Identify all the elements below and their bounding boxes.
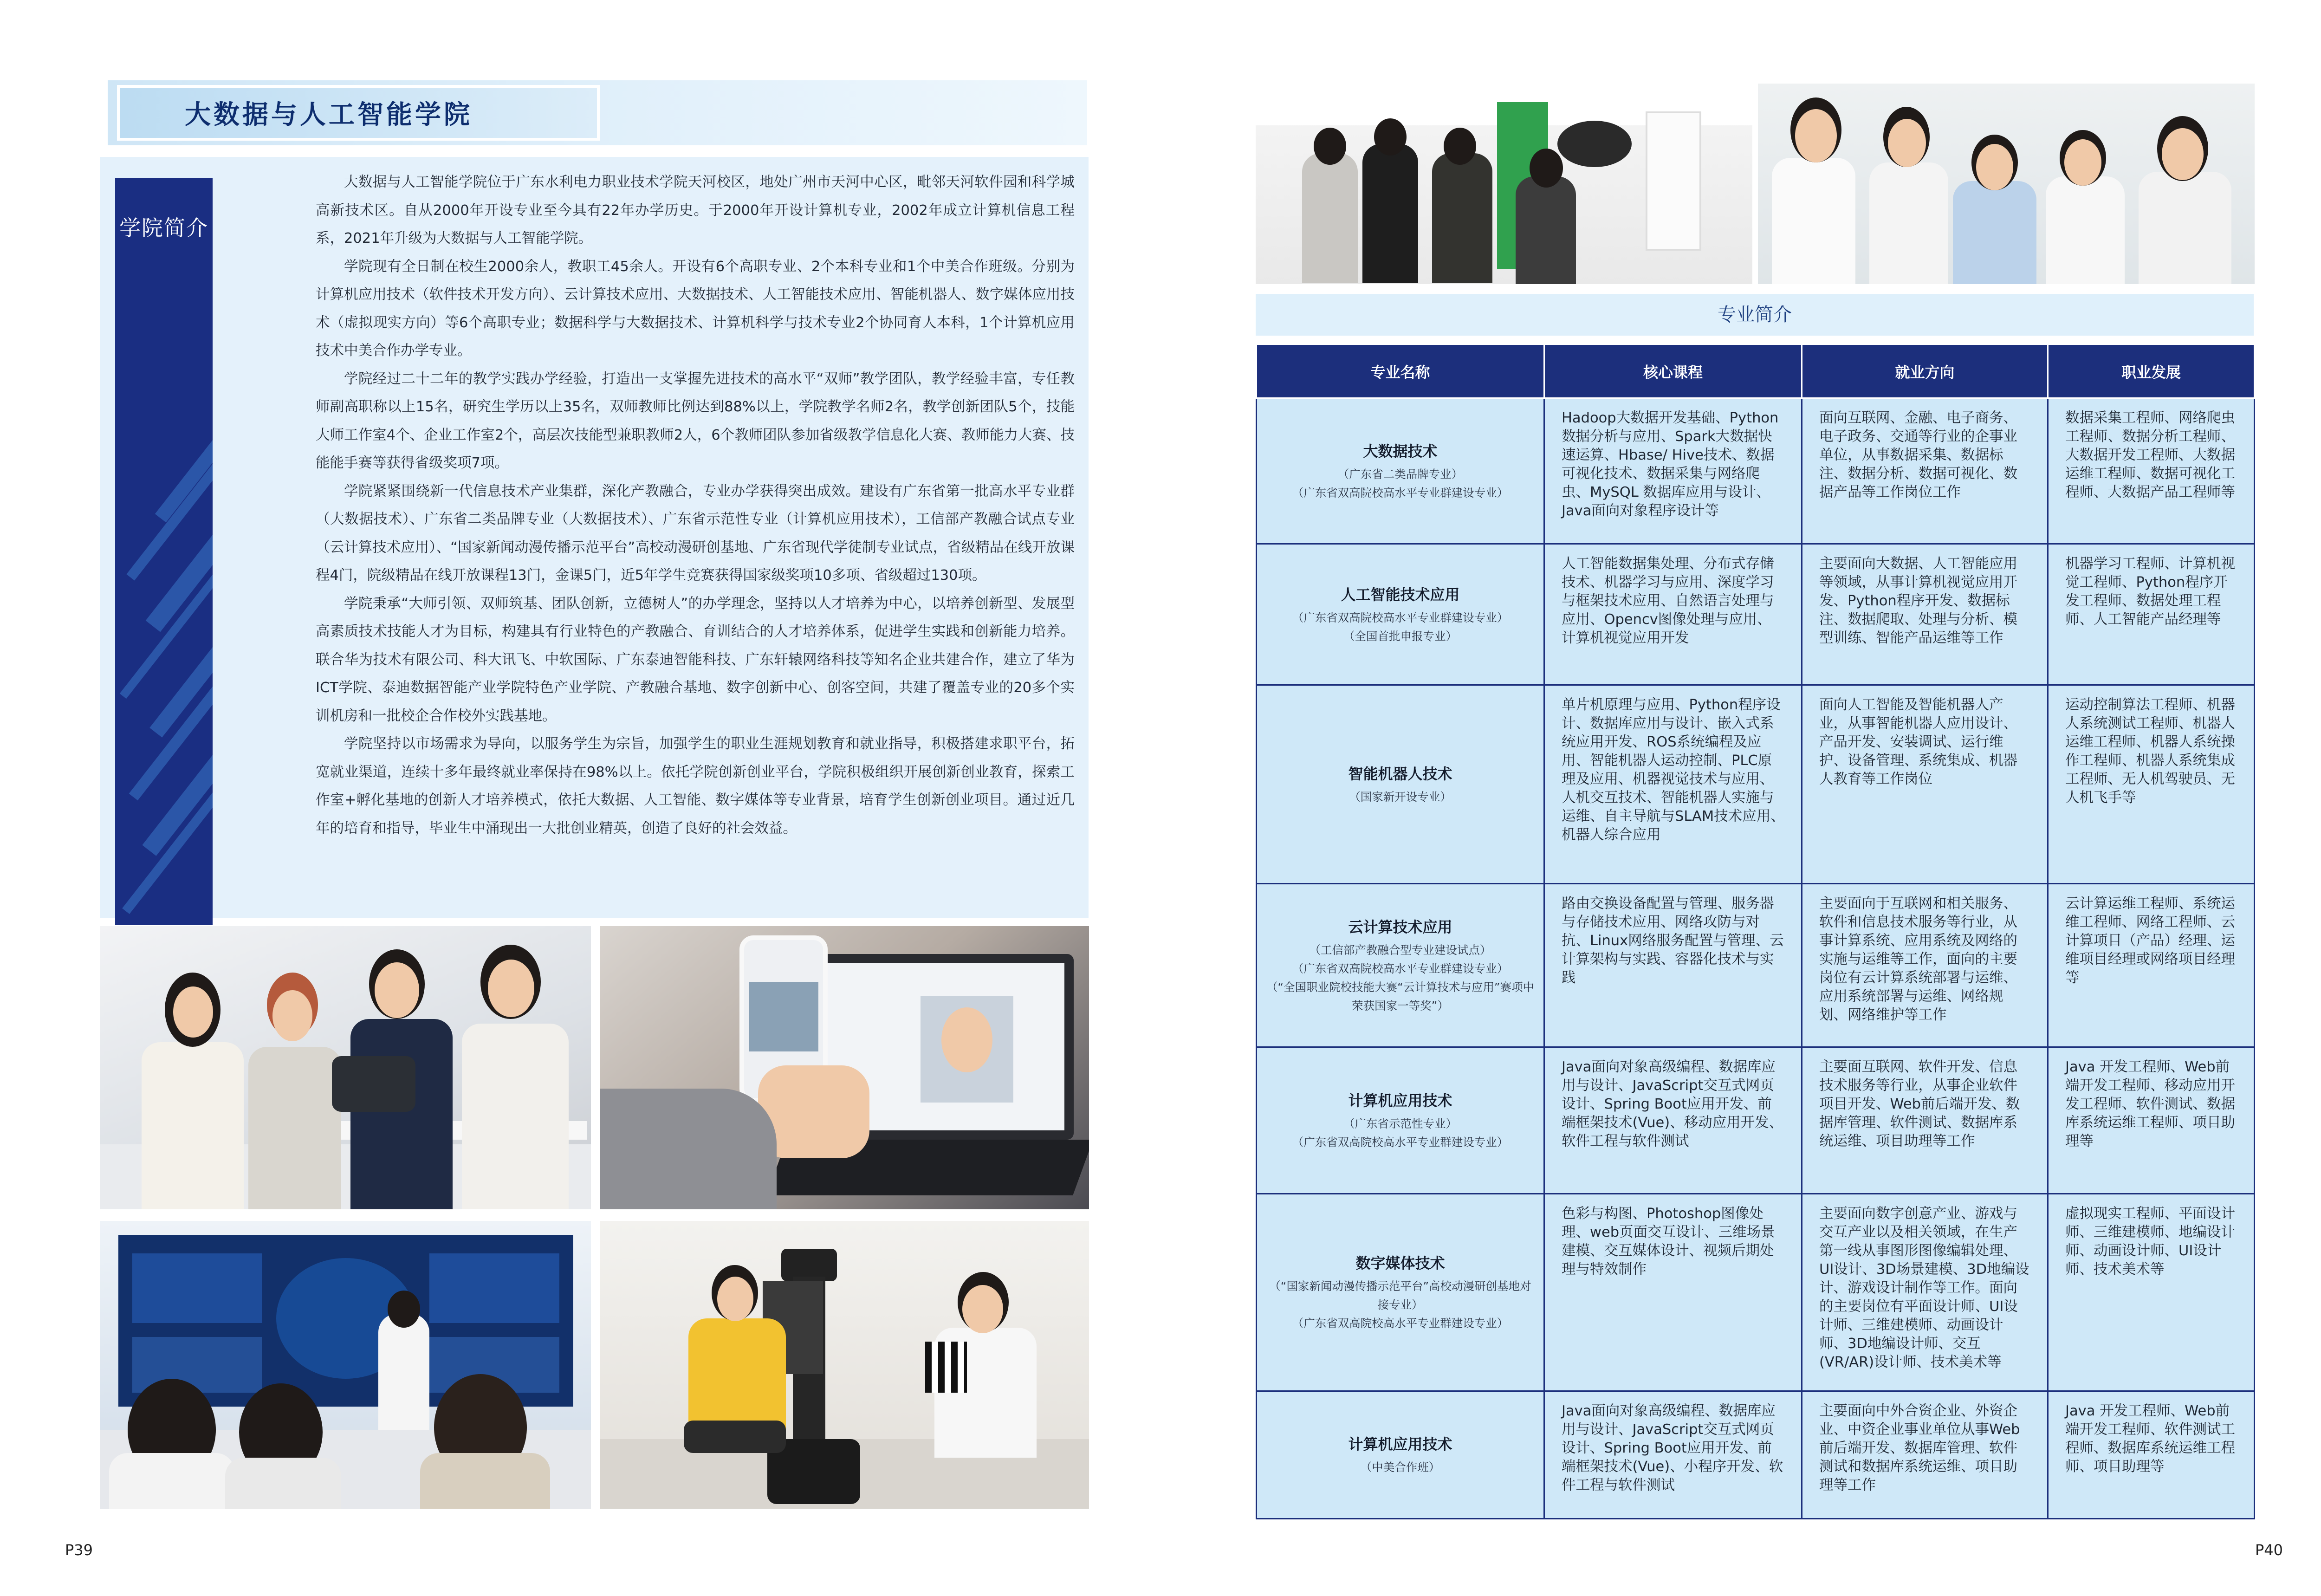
employment-cell: 主要面互联网、软件开发、信息技术服务等行业，从事企业软件项目开发、Web前后端开发、数据库管理、软件测试、数据库系统运维、项目助理等工作 (1802, 1047, 2048, 1194)
employment-cell: 主要面向中外合资企业、外资企业、中资企业事业单位从事Web前后端开发、数据库管理、软件测试和数据库系统运维、项目助理等工作 (1802, 1391, 2048, 1519)
major-name-cell (1257, 1047, 1544, 1194)
employment-cell: 主要面向大数据、人工智能应用等领域，从事计算机视觉应用开发、Python程序开发、数据标注、数据爬取、处理与分析、模型训练、智能产品运维等工作 (1802, 544, 2048, 685)
college-title: 大数据与人工智能学院 (185, 100, 473, 130)
major-note: （广东省二类品牌专业） (1337, 467, 1463, 481)
major-name: 数字媒体技术 (1355, 1254, 1445, 1272)
major-note: （“全国职业院校技能大赛“云计算技术与应用”赛项中荣获国家一等奖”） (1266, 980, 1535, 1012)
intro-paragraph: 学院紧紧围绕新一代信息技术产业集群，深化产教融合，专业办学获得突出成效。建设有广东省第一批高水平专业群（大数据技术）、广东省二类品牌专业（大数据技术）、广东省示范性专业（计算机应用技术），工信部产教融合试点专业（云计算技术应用）、“国家新闻动漫传播示范平台”高校动漫研创基地、广东省现代学徒制专业试点，省级精品在线开放课程4门，院级精品在线开放课程13门，金课5门，近5年学生竞赛获得国家级奖项10多项、省级超过130项。 (316, 483, 1075, 584)
majors-table (1256, 344, 2255, 1519)
courses-cell: 路由交换设备配置与管理、服务器与存储技术应用、网络攻防与对抗、Linux网络服务配置与管理、云计算架构与实践、容器化技术与实践 (1544, 884, 1802, 1047)
table-row (1257, 685, 2255, 884)
photo-students-workshop (1758, 84, 2255, 284)
table-row (1257, 1391, 2255, 1519)
intro-paragraph: 学院经过二十二年的教学实践办学经验，打造出一支掌握先进技术的高水平“双师”教学团队，教学经验丰富，专任教师副高职称以上15名，研究生学历以上35名，双师教师比例达到88%以上，学院教学名师2名，教学创新团队5个，技能大师工作室4个、企业工作室2个，高层次技能型兼职教师2人，6个教师团队参加省级教学信息化大赛、教师能力大赛、技能能手赛等获得省级奖项7项。 (316, 370, 1075, 471)
career-cell: 运动控制算法工程师、机器人系统测试工程师、机器人运维工程师、机器人系统操作工程师、机器人系统集成工程师、无人机驾驶员、无人机飞手等 (2048, 685, 2255, 884)
major-name-cell (1257, 544, 1544, 685)
page-number-left: P39 (65, 1541, 93, 1559)
table-row (1257, 884, 2255, 1047)
major-note: （“国家新闻动漫传播示范平台”高校动漫研创基地对接专业） (1269, 1279, 1531, 1311)
side-bar (115, 178, 213, 925)
courses-cell: Hadoop大数据开发基础、Python数据分析与应用、Spark大数据快速运算、Hbase/ Hive技术、数据可视化技术、数据采集与网络爬虫、MySQL 数据库应用与设计、Java面向对象程序设计等 (1544, 398, 1802, 544)
intro-paragraph: 学院秉承“大师引领、双师筑基、团队创新，立德树人”的办学理念，坚持以人才培养为中心，以培养创新型、发展型高素质技术技能人才为目标，构建具有行业特色的产教融合、育训结合的人才培养体系，促进学生实践和创新能力培养。联合华为技术有限公司、科大讯飞、中软国际、广东泰迪智能科技、广东轩辕网络科技等知名企业共建合作，建立了华为ICT学院、泰迪数据智能产业学院特色产业学院、产教融合基地、数字创新中心、创客空间，共建了覆盖专业的20多个实训机房和一批校企合作校外实践基地。 (316, 595, 1075, 724)
major-note: （广东省双高院校高水平专业群建设专业） (1292, 486, 1509, 500)
major-name-cell (1257, 398, 1544, 544)
page-number-right: P40 (2255, 1541, 2283, 1559)
major-name: 人工智能技术应用 (1341, 585, 1460, 603)
major-name-cell (1257, 685, 1544, 884)
major-name: 智能机器人技术 (1348, 765, 1452, 783)
table-row (1257, 1194, 2255, 1391)
major-name: 大数据技术 (1363, 442, 1438, 460)
courses-cell: 人工智能数据集处理、分布式存储技术、机器学习与应用、深度学习与框架技术应用、自然语言处理与应用、Opencv图像处理与应用、计算机视觉应用开发 (1544, 544, 1802, 685)
major-note: （广东省示范性专业） (1343, 1116, 1457, 1130)
courses-cell: 色彩与构图、Photoshop图像处理、web页面交互设计、三维场景建模、交互媒体设计、视频后期处理与特效制作 (1544, 1194, 1802, 1391)
table-row (1257, 544, 2255, 685)
header-career: 职业发展 (2048, 344, 2255, 398)
career-cell: 云计算运维工程师、系统运维工程师、网络工程师、云计算项目（产品）经理、运维项目经理或网络项目经理等 (2048, 884, 2255, 1047)
photo-face-recognition (600, 926, 1089, 1209)
major-note: （广东省双高院校高水平专业群建设专业） (1292, 610, 1509, 624)
majors-section-title: 专业简介 (1256, 294, 2254, 336)
courses-cell: Java面向对象高级编程、数据库应用与设计、JavaScript交互式网页设计、Spring Boot应用开发、前端框架技术(Vue)、移动应用开发、软件工程与软件测试 (1544, 1047, 1802, 1194)
major-note: （广东省双高院校高水平专业群建设专业） (1292, 1317, 1509, 1330)
photo-students-robot (100, 926, 591, 1209)
major-note: （工信部产教融合型专业建设试点） (1309, 943, 1491, 957)
major-name: 计算机应用技术 (1348, 1091, 1452, 1109)
employment-cell: 主要面向数字创意产业、游戏与交互产业以及相关领域，在生产第一线从事图形图像编辑处理、UI设计、3D场景建模、3D地编设计、游戏设计制作等工作。面向的主要岗位有平面设计师、UI设计师、三维建模师、动画设计师、3D地编设计师、交互(VR/AR)设计师、技术美术等 (1802, 1194, 2048, 1391)
photo-photography-studio (1256, 84, 1752, 284)
employment-cell: 面向互联网、金融、电子商务、电子政务、交通等行业的企事业单位，从事数据采集、数据标注、数据分析、数据可视化、数据产品等工作岗位工作 (1802, 398, 2048, 544)
photo-robot-lab (600, 1221, 1089, 1509)
intro-paragraph: 学院坚持以市场需求为导向，以服务学生为宗旨，加强学生的职业生涯规划教育和就业指导，积极搭建求职平台，拓宽就业渠道，连续十多年最终就业率保持在98%以上。依托学院创新创业平台，学院积极组织开展创新创业教育，探索工作室+孵化基地的创新人才培养模式，依托大数据、人工智能、数字媒体等专业背景，培育学生创新创业项目。通过近几年的培育和指导，毕业生中涌现出一大批创业精英，创造了良好的社会效益。 (316, 736, 1075, 837)
career-cell: 数据采集工程师、网络爬虫工程师、数据分析工程师、大数据开发工程师、大数据运维工程师、数据可视化工程师、大数据产品工程师等 (2048, 398, 2255, 544)
employment-cell: 面向人工智能及智能机器人产业，从事智能机器人应用设计、产品开发、安装调试、运行维护、设备管理、系统集成、机器人教育等工作岗位 (1802, 685, 2048, 884)
major-note: （国家新开设专业） (1349, 790, 1452, 804)
header-employment: 就业方向 (1802, 344, 2048, 398)
career-cell: 机器学习工程师、计算机视觉工程师、Python程序开发工程师、数据处理工程师、人工智能产品经理等 (2048, 544, 2255, 685)
intro-label: 学院简介 (119, 215, 208, 240)
career-cell: 虚拟现实工程师、平面设计师、三维建模师、地编设计师、动画设计师、UI设计师、技术美术等 (2048, 1194, 2255, 1391)
career-cell: Java 开发工程师、Web前端开发工程师、移动应用开发工程师、软件测试、数据库系统运维工程师、项目助理等 (2048, 1047, 2255, 1194)
major-note: （全国首批申报专业） (1343, 629, 1457, 643)
major-name-cell (1257, 1194, 1544, 1391)
photo-dashboard-class (100, 1221, 591, 1509)
table-row (1257, 398, 2255, 544)
major-note: （广东省双高院校高水平专业群建设专业） (1292, 961, 1509, 975)
career-cell: Java 开发工程师、Web前端开发工程师、软件测试工程师、数据库系统运维工程师、项目助理等 (2048, 1391, 2255, 1519)
header-major-name: 专业名称 (1257, 344, 1544, 398)
major-name: 计算机应用技术 (1348, 1435, 1452, 1453)
intro-paragraph: 学院现有全日制在校生2000余人，教职工45余人。开设有6个高职专业、2个本科专业和1个中美合作班级。分别为计算机应用技术（软件技术开发方向）、云计算技术应用、大数据技术、人工智能技术应用、智能机器人、数字媒体应用技术（虚拟现实方向）等6个高职专业；数据科学与大数据技术、计算机科学与技术专业2个协同育人本科，1个计算机应用技术中美合作办学专业。 (316, 258, 1075, 359)
employment-cell: 主要面向于互联网和相关服务、软件和信息技术服务等行业，从事计算系统、应用系统及网络的实施与运维等工作，面向的主要岗位有云计算系统部署与运维、应用系统部署与运维、网络规划、网络维护等工作 (1802, 884, 2048, 1047)
major-note: （中美合作班） (1360, 1460, 1440, 1474)
intro-paragraph: 大数据与人工智能学院位于广东水利电力职业技术学院天河校区，地处广州市天河中心区，毗邻天河软件园和科学城高新技术区。自从2000年开设专业至今具有22年办学历史。于2000年开设计算机专业，2002年成立计算机信息工程系，2021年升级为大数据与人工智能学院。 (316, 174, 1075, 247)
title-box (117, 85, 600, 141)
header-core-courses: 核心课程 (1544, 344, 1802, 398)
major-name: 云计算技术应用 (1348, 918, 1452, 936)
table-header-row (1257, 344, 2255, 398)
major-name-cell (1257, 1391, 1544, 1519)
major-name-cell (1257, 884, 1544, 1047)
courses-cell: Java面向对象高级编程、数据库应用与设计、JavaScript交互式网页设计、Spring Boot应用开发、前端框架技术(Vue)、小程序开发、软件工程与软件测试 (1544, 1391, 1802, 1519)
table-row (1257, 1047, 2255, 1194)
intro-text (316, 169, 1075, 843)
courses-cell: 单片机原理与应用、Python程序设计、数据库应用与设计、嵌入式系统应用开发、ROS系统编程及应用、智能机器人运动控制、PLC原理及应用、机器视觉技术与应用、人机交互技术、智能机器人实施与运维、自主导航与SLAM技术应用、机器人综合应用 (1544, 685, 1802, 884)
major-note: （广东省双高院校高水平专业群建设专业） (1292, 1135, 1509, 1149)
